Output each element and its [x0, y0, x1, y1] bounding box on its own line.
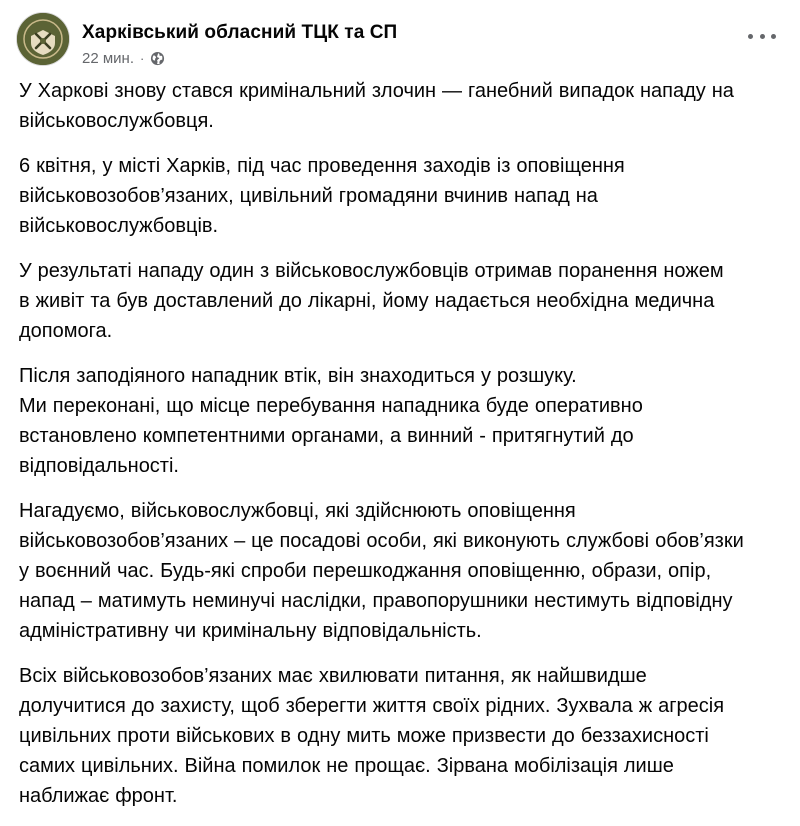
- post-meta: [82, 50, 165, 67]
- meta-separator: ·: [140, 51, 145, 66]
- post-paragraph: Нагадуємо, військовослужбовці, які здійснюють оповіщення військовозобов’язаних – це посадові особи, які виконують службові обов’язки у воєнний час. Будь-які спроби перешкоджання оповіщенню, образи, опір, напад – матимуть неминучі наслідки, правопорушники нестимуть відповідну адміністративну чи кримінальну відповідальність.: [19, 500, 744, 642]
- more-dot: [771, 34, 776, 39]
- page-name-link[interactable]: Харківський обласний ТЦК та СП: [82, 22, 398, 43]
- post-header: [14, 10, 786, 66]
- post-paragraph: У результаті нападу один з військовослужбовців отримав поранення ножем в живіт та був доставлений до лікарні, йому надається необхідна медична допомога.: [19, 260, 724, 342]
- post-body: [19, 76, 789, 826]
- more-options-icon[interactable]: [748, 28, 776, 44]
- more-dot: [748, 34, 753, 39]
- more-dot: [760, 34, 765, 39]
- globe-icon[interactable]: [150, 51, 165, 66]
- post-paragraph: У Харкові знову стався кримінальний злочин — ганебний випадок нападу на військовослужбовця.: [19, 80, 734, 132]
- post-paragraph: Всіх військовозобов’язаних має хвилювати питання, як найшвидше долучитися до захисту, щоб зберегти життя своїх рідних. Зухвала ж агресія цивільних проти військових в одну мить може призвести до беззахисності самих цивільних. Війна помилок не прощає. Зірвана мобілізація лише наближає фронт.: [19, 665, 725, 807]
- post-paragraph: 6 квітня, у місті Харків, під час проведення заходів із оповіщення військовозобов’язаних, цивільний громадяни вчинив напад на військовослужбовців.: [19, 155, 625, 237]
- military-emblem-icon: [17, 13, 69, 65]
- page-avatar[interactable]: [16, 12, 70, 66]
- post-paragraph: Після заподіяного нападник втік, він знаходиться у розшуку. Ми переконані, що місце перебування нападника буде оперативно встановлено компетентними органами, а винний - притягнутий до відповідальності.: [19, 365, 643, 477]
- post-timestamp[interactable]: 22 мин.: [82, 50, 134, 67]
